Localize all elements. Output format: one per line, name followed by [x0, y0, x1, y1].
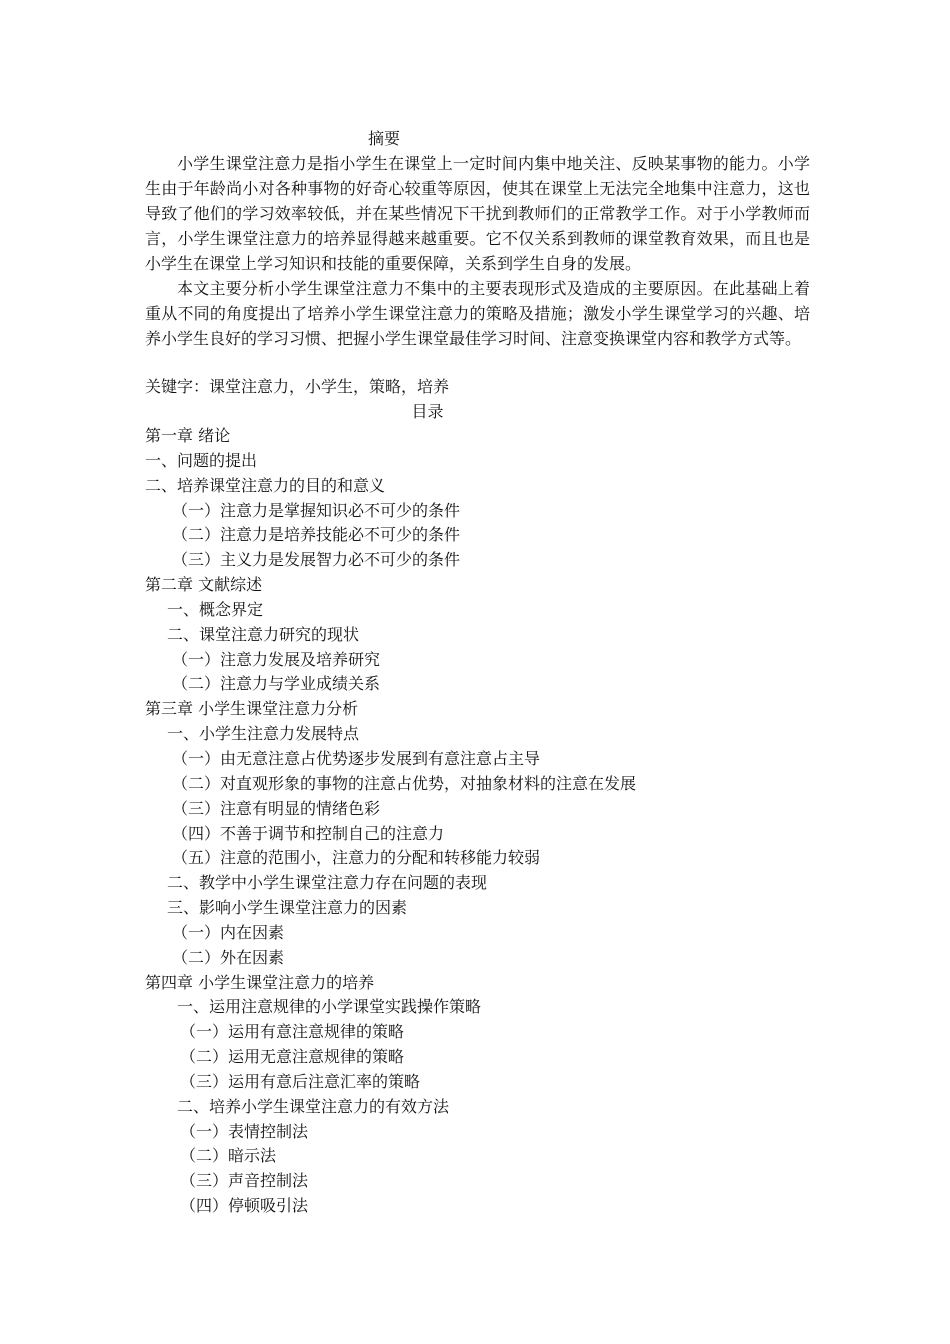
table-of-contents: [145, 424, 825, 1219]
toc-entry: 第一章 绪论: [145, 426, 231, 445]
toc-entry: （一）运用有意注意规律的策略: [180, 1022, 405, 1042]
toc-entry: （二）运用无意注意规律的策略: [180, 1047, 405, 1067]
toc-entry: （三）注意有明显的情绪色彩: [172, 798, 381, 818]
toc-title: 目录: [411, 402, 444, 421]
toc-entry: （一）注意力发展及培养研究: [172, 649, 381, 669]
toc-entry: 一、小学生注意力发展特点: [167, 724, 360, 744]
toc-entry: （三）运用有意后注意汇率的策略: [180, 1071, 421, 1091]
toc-entry: 一、概念界定: [167, 599, 264, 619]
toc-entry: （二）注意力是培养技能必不可少的条件: [172, 525, 461, 545]
abstract-paragraph-1: 小学生课堂注意力是指小学生在课堂上一定时间内集中地关注、反映某事物的能力。小学生由于年龄尚小对各种事物的好奇心较重等原因，使其在课堂上无法完全地集中注意力，这也导致了他们的学习效率较低，并在某些情况下干扰到教师们的正常教学工作。对于小学教师而言，小学生课堂注意力的培养显得越来越重要。它不仅关系到教师的课堂教育效果，而且也是小学生在课堂上学习知识和技能的重要保障，关系到学生自身的发展。: [145, 154, 810, 273]
toc-entry: （一）注意力是掌握知识必不可少的条件: [172, 500, 461, 520]
toc-entry: （二）暗示法: [180, 1146, 277, 1166]
toc-entry: （三）声音控制法: [180, 1171, 309, 1191]
toc-entry: 三、影响小学生课堂注意力的因素: [167, 898, 408, 918]
toc-entry: （四）停顿吸引法: [180, 1196, 309, 1216]
abstract-body: [145, 151, 810, 351]
toc-entry: 二、课堂注意力研究的现状: [167, 624, 360, 644]
toc-entry: （二）注意力与学业成绩关系: [172, 674, 381, 694]
toc-entry: 二、培养小学生课堂注意力的有效方法: [177, 1096, 450, 1116]
toc-entry: （一）由无意注意占优势逐步发展到有意注意占主导: [172, 748, 541, 768]
toc-entry: （二）对直观形象的事物的注意占优势，对抽象材料的注意在发展: [172, 773, 637, 793]
toc-entry: （一）表情控制法: [180, 1121, 309, 1141]
abstract-title: 摘要: [367, 129, 400, 148]
toc-entry: （四）不善于调节和控制自己的注意力: [172, 823, 445, 843]
toc-entry: （一）内在因素: [172, 922, 285, 942]
toc-entry: 第二章 文献综述: [145, 575, 263, 595]
toc-entry: （五）注意的范围小，注意力的分配和转移能力较弱: [172, 848, 541, 868]
toc-entry: 一、运用注意规律的小学课堂实践操作策略: [177, 997, 482, 1017]
toc-entry: 二、培养课堂注意力的目的和意义: [145, 475, 386, 495]
toc-entry: （三）主义力是发展智力必不可少的条件: [172, 550, 461, 570]
toc-entry: 二、教学中小学生课堂注意力存在问题的表现: [167, 873, 488, 893]
toc-entry: 一、问题的提出: [145, 450, 258, 470]
toc-entry: （二）外在因素: [172, 947, 285, 967]
toc-entry: 第三章 小学生课堂注意力分析: [145, 699, 359, 719]
toc-entry: 第四章 小学生课堂注意力的培养: [145, 972, 375, 992]
abstract-paragraph-2: 本文主要分析小学生课堂注意力不集中的主要表现形式及造成的主要原因。在此基础上着重从不同的角度提出了培养小学生课堂注意力的策略及措施；激发小学生课堂学习的兴趣、培养小学生良好的学习习惯、把握小学生课堂最佳学习时间、注意变换课堂内容和教学方式等。: [145, 279, 810, 348]
keywords-line: 关键字：课堂注意力，小学生，策略，培养: [145, 377, 450, 396]
